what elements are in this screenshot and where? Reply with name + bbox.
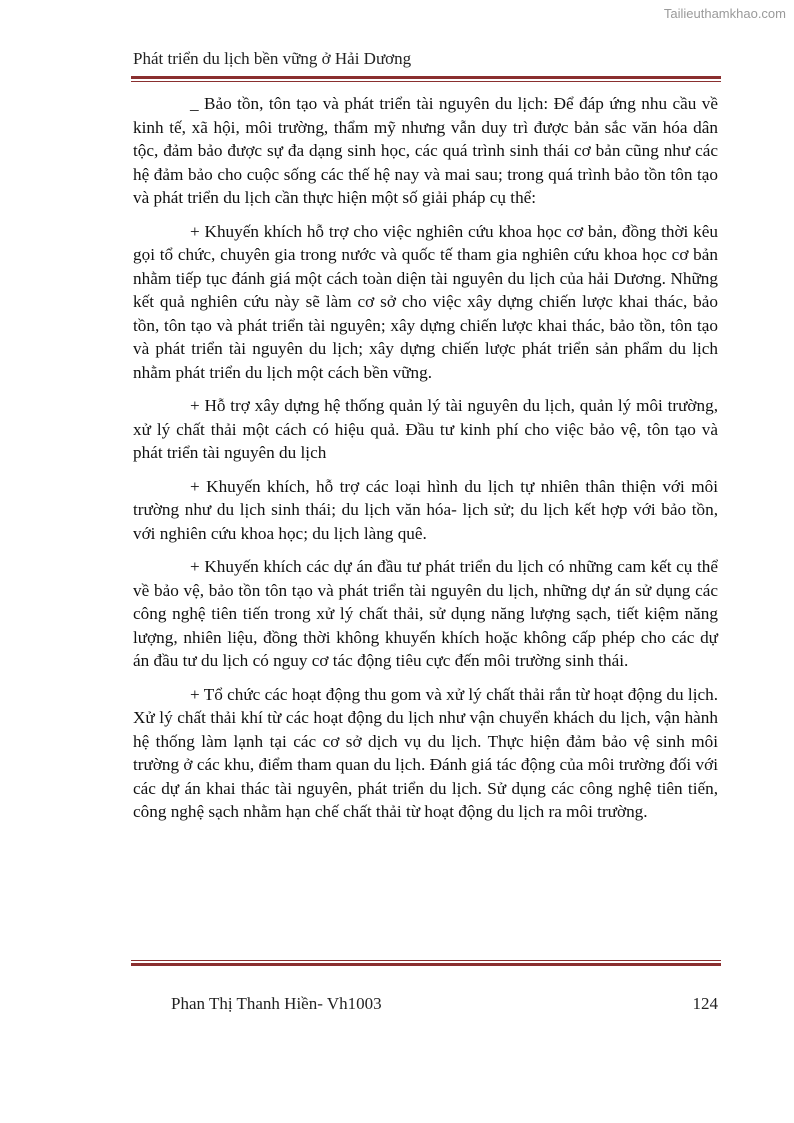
- header-divider-thick: [131, 76, 721, 79]
- footer-divider-thin: [131, 960, 721, 961]
- body-text: [133, 92, 718, 834]
- header-divider: [131, 76, 721, 82]
- paragraph-conservation-intro: _ Bảo tồn, tôn tạo và phát triển tài nguyên du lịch: Để đáp ứng nhu cầu về kinh tế, xã hội, môi trường, thẩm mỹ nhưng vẫn duy trì được bản sắc văn hóa dân tộc, đảm bảo được sự đa dạng sinh học, các quá trình sinh thái cơ bản cũng như các hệ đảm bảo cho cuộc sống các thế hệ nay và mai sau; trong quá trình bảo tồn tôn tạo và phát triển du lịch cần thực hiện một số giải pháp cụ thể:: [133, 94, 718, 207]
- paragraph-research-support: + Khuyến khích hỗ trợ cho việc nghiên cứu khoa học cơ bản, đồng thời kêu gọi tổ chức, chuyên gia trong nước và quốc tế tham gia nghiên cứu khoa học cơ bản nhằm tiếp tục đánh giá một cách toàn diện tài nguyên du lịch của hải Dương. Những kết quả nghiên cứu này sẽ làm cơ sở cho việc xây dựng chiến lược khai thác, bảo tồn, tôn tạo và phát triển tài nguyên; xây dựng chiến lược khai thác, bảo tồn, tôn tạo và phát triển tài nguyên du lịch; xây dựng chiến lược phát triển sản phẩm du lịch nhằm phát triển du lịch một cách bền vững.: [133, 221, 718, 382]
- paragraph-waste-treatment: + Tổ chức các hoạt động thu gom và xử lý chất thải rắn từ hoạt động du lịch. Xử lý chất thải khí từ các hoạt động du lịch như vận chuyển khách du lịch, vận hành hệ thống làm lạnh tại các cơ sở dịch vụ du lịch. Thực hiện đảm bảo vệ sinh môi trường ở các khu, điểm tham quan du lịch. Đánh giá tác động của môi trường đối với các dự án khai thác tài nguyên, phát triển du lịch. Sử dụng các công nghệ tiên tiến, công nghệ sạch nhằm hạn chế chất thải từ hoạt động du lịch ra môi trường.: [133, 684, 718, 821]
- paragraph-resource-management: + Hỗ trợ xây dựng hệ thống quản lý tài nguyên du lịch, quản lý môi trường, xử lý chất thải một cách có hiệu quả. Đầu tư kinh phí cho việc bảo vệ, tôn tạo và phát triển tài nguyên du lịch: [133, 396, 718, 462]
- watermark-text: Tailieuthamkhao.com: [663, 6, 786, 21]
- footer-author: Phan Thị Thanh Hiền- Vh1003: [171, 994, 382, 1013]
- paragraph-investment-projects: + Khuyến khích các dự án đầu tư phát triển du lịch có những cam kết cụ thể về bảo vệ, bảo tồn tôn tạo và phát triển tài nguyên du lịch, những dự án sử dụng các công nghệ tiên tiến trong xử lý chất thải, sử dụng năng lượng sạch, tiết kiệm năng lượng, nhiên liệu, đồng thời không khuyến khích hoặc không cấp phép cho các dự án đầu tư du lịch có nguy cơ tác động tiêu cực đến môi trường sinh thái.: [133, 557, 718, 670]
- paragraph-eco-tourism: + Khuyến khích, hỗ trợ các loại hình du lịch tự nhiên thân thiện với môi trường như du lịch sinh thái; du lịch văn hóa- lịch sử; du lịch kết hợp với bảo tồn, với nghiên cứu khoa học; du lịch làng quê.: [133, 476, 718, 543]
- header-divider-thin: [131, 81, 721, 82]
- footer-divider: [131, 960, 721, 966]
- page-number: 124: [692, 994, 718, 1013]
- running-header-title: Phát triển du lịch bền vững ở Hải Dương: [133, 49, 412, 68]
- footer-divider-thick: [131, 963, 721, 966]
